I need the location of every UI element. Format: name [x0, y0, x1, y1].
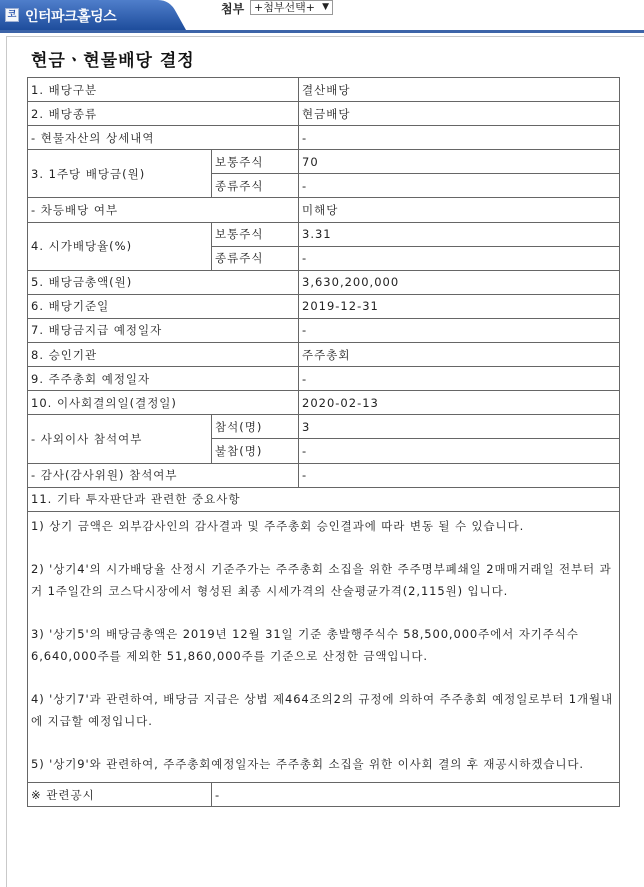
sub-label: 보통주식	[212, 150, 299, 174]
note-paragraph: 4) '상기7'과 관련하여, 배당금 지급은 상법 제464조의2의 규정에 의하여 주주총회 예정일로부터 1개월내에 지급할 예정입니다.	[31, 692, 614, 728]
page-title: 현금ㆍ현물배당 결정	[31, 51, 195, 71]
row-value: -	[299, 439, 620, 463]
row-value: -	[299, 463, 620, 487]
attach-label: 첨부	[221, 2, 245, 16]
row-value: 2020-02-13	[299, 391, 620, 415]
dividend-table	[27, 77, 620, 807]
row-value: -	[299, 126, 620, 150]
row-value: 3	[299, 415, 620, 439]
table-row	[28, 415, 620, 439]
table-row	[28, 126, 620, 150]
table-row	[28, 150, 620, 174]
row-label: 9. 주주총회 예정일자	[28, 367, 299, 391]
attach-select-value: +첨부선택+	[254, 1, 315, 14]
sub-label: 종류주식	[212, 246, 299, 270]
row-label: - 감사(감사위원) 참석여부	[28, 463, 299, 487]
attach-select[interactable]	[250, 0, 333, 15]
row-value: 2019-12-31	[299, 294, 620, 318]
row-value: -	[299, 367, 620, 391]
row-value: 결산배당	[299, 78, 620, 102]
row-label: - 사외이사 참석여부	[28, 415, 212, 463]
sub-label: 종류주식	[212, 174, 299, 198]
table-row	[28, 487, 620, 511]
note-paragraph: 1) 상기 금액은 외부감사인의 감사결과 및 주주총회 승인결과에 따라 변동 될 수 있습니다.	[31, 518, 525, 533]
row-value: 주주총회	[299, 343, 620, 367]
row-label: 10. 이사회결의일(결정일)	[28, 391, 299, 415]
table-row	[28, 78, 620, 102]
row-value: -	[212, 783, 620, 807]
row-label: 5. 배당금총액(원)	[28, 270, 299, 294]
row-label: 2. 배당종류	[28, 102, 299, 126]
table-row	[28, 318, 620, 342]
sub-label: 참석(명)	[212, 415, 299, 439]
row-label: 3. 1주당 배당금(원)	[28, 150, 212, 198]
table-row	[28, 511, 620, 782]
note-paragraph: 5) '상기9'와 관련하여, 주주총회예정일자는 주주총회 소집을 위한 이사회 결의 후 재공시하겠습니다.	[31, 757, 584, 772]
table-row	[28, 463, 620, 487]
company-logo-icon: 코	[5, 8, 19, 22]
row-value: 3.31	[299, 222, 620, 246]
row-value: -	[299, 174, 620, 198]
row-label: 4. 시가배당율(%)	[28, 222, 212, 270]
row-value: 현금배당	[299, 102, 620, 126]
row-value: 미해당	[299, 198, 620, 222]
row-value: -	[299, 318, 620, 342]
row-label: ※ 관련공시	[28, 783, 212, 807]
row-label: 1. 배당구분	[28, 78, 299, 102]
chevron-down-icon: ▼	[322, 2, 329, 12]
top-bar	[0, 0, 644, 30]
note-paragraph: 2) '상기4'의 시가배당율 산정시 기준주가는 주주총회 소집을 위한 주주명부폐쇄일 2매매거래일 전부터 과거 1주일간의 코스닥시장에서 형성된 최종 시세가격의 산술평균가격(2,115원) 입니다.	[31, 562, 612, 598]
row-label: 11. 기타 투자판단과 관련한 중요사항	[28, 487, 620, 511]
table-row	[28, 198, 620, 222]
notes-cell	[28, 511, 620, 782]
table-row	[28, 783, 620, 807]
row-value: 70	[299, 150, 620, 174]
company-tab[interactable]	[0, 0, 188, 30]
row-label: 6. 배당기준일	[28, 294, 299, 318]
row-label: - 현물자산의 상세내역	[28, 126, 299, 150]
row-label: 7. 배당금지급 예정일자	[28, 318, 299, 342]
table-row	[28, 294, 620, 318]
table-row	[28, 222, 620, 246]
row-label: 8. 승인기관	[28, 343, 299, 367]
table-row	[28, 343, 620, 367]
sub-label: 보통주식	[212, 222, 299, 246]
company-name: 인터파크홀딩스	[25, 9, 117, 25]
table-row	[28, 270, 620, 294]
note-paragraph: 3) '상기5'의 배당금총액은 2019년 12월 31일 기준 총발행주식수 58,500,000주에서 자기주식수 6,640,000주를 제외한 51,860,000주를 기준으로 산정한 금액입니다.	[31, 627, 579, 663]
sub-label: 불참(명)	[212, 439, 299, 463]
table-row	[28, 367, 620, 391]
row-value: -	[299, 246, 620, 270]
row-label: - 차등배당 여부	[28, 198, 299, 222]
table-row	[28, 102, 620, 126]
table-row	[28, 391, 620, 415]
row-value: 3,630,200,000	[299, 270, 620, 294]
